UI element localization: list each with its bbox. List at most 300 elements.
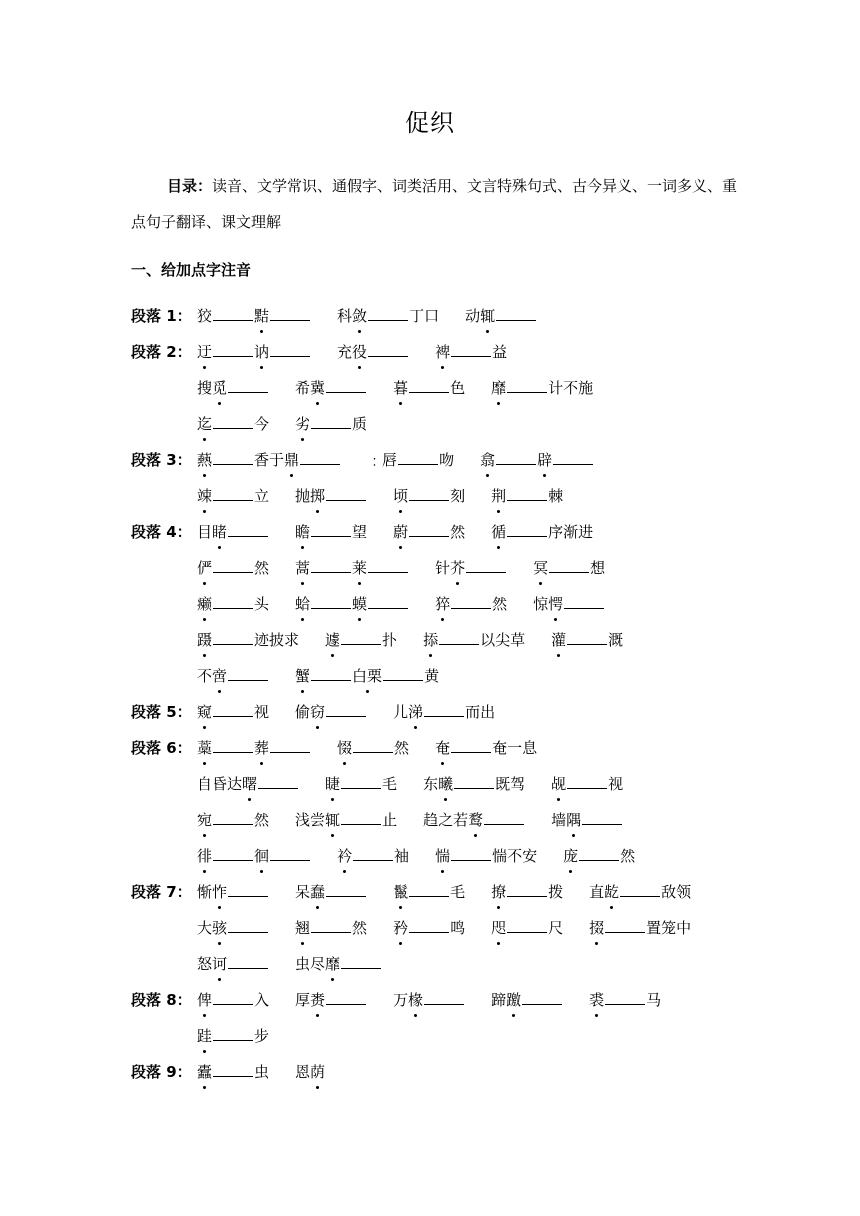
paragraph-label: 段落 9： bbox=[131, 1063, 192, 1081]
word-text: 毛 bbox=[450, 883, 466, 901]
vocab-item bbox=[491, 988, 563, 1012]
dotted-character: 觅 bbox=[212, 376, 227, 400]
vocab-item bbox=[551, 808, 623, 832]
word-text: 今 bbox=[254, 415, 270, 433]
dotted-character: 蠹 bbox=[197, 1060, 212, 1084]
answer-blank[interactable] bbox=[549, 558, 589, 573]
answer-blank[interactable] bbox=[368, 594, 408, 609]
answer-blank[interactable] bbox=[424, 702, 464, 717]
word-text: 然 bbox=[352, 919, 368, 937]
answer-blank[interactable] bbox=[409, 882, 449, 897]
word-text: 厚 bbox=[295, 991, 311, 1009]
exercise-line bbox=[131, 376, 619, 400]
dotted-character: 怍 bbox=[212, 880, 227, 904]
answer-blank[interactable] bbox=[496, 450, 536, 465]
vocab-item bbox=[295, 376, 367, 400]
word-text: 入 bbox=[254, 991, 270, 1009]
dotted-character: 诃 bbox=[212, 952, 227, 976]
vocab-item bbox=[197, 844, 311, 868]
dotted-character: 荆 bbox=[491, 484, 506, 508]
vocab-item bbox=[435, 592, 507, 616]
word-text: 步 bbox=[254, 1027, 270, 1045]
vocab-item bbox=[197, 880, 269, 904]
word-text: 置笼中 bbox=[646, 919, 692, 937]
vocab-item bbox=[491, 880, 563, 904]
word-text: 丁口 bbox=[409, 307, 440, 325]
answer-blank[interactable] bbox=[466, 558, 506, 573]
exercise-line bbox=[131, 808, 649, 832]
toc-label: 目录： bbox=[167, 177, 213, 195]
vocab-item bbox=[589, 988, 661, 1012]
answer-blank[interactable] bbox=[270, 738, 310, 753]
word-text: 立 bbox=[254, 487, 270, 505]
vocab-item bbox=[295, 700, 367, 724]
dotted-character: 睹 bbox=[212, 520, 227, 544]
vocab-item bbox=[337, 340, 409, 364]
answer-blank[interactable] bbox=[228, 378, 268, 393]
word-text: 自昏达 bbox=[197, 775, 243, 793]
answer-blank[interactable] bbox=[326, 990, 366, 1005]
answer-blank[interactable] bbox=[213, 702, 253, 717]
answer-blank[interactable] bbox=[567, 630, 607, 645]
dotted-character: 靡 bbox=[491, 376, 506, 400]
answer-blank[interactable] bbox=[213, 846, 253, 861]
vocab-item bbox=[295, 988, 367, 1012]
answer-blank[interactable] bbox=[507, 378, 547, 393]
dotted-character: 啻 bbox=[212, 664, 227, 688]
answer-blank[interactable] bbox=[605, 918, 645, 933]
word-text: 虫尽 bbox=[295, 955, 326, 973]
vocab-item bbox=[563, 844, 635, 868]
dotted-character: 蔚 bbox=[393, 520, 408, 544]
answer-blank[interactable] bbox=[409, 378, 449, 393]
answer-blank[interactable] bbox=[507, 882, 547, 897]
answer-blank[interactable] bbox=[507, 918, 547, 933]
dotted-character: 躈 bbox=[506, 988, 521, 1012]
dotted-character: 涕 bbox=[408, 700, 423, 724]
paragraph-label: 段落 8： bbox=[131, 991, 192, 1009]
answer-blank[interactable] bbox=[258, 774, 298, 789]
exercise-line bbox=[131, 664, 465, 688]
vocab-item bbox=[337, 736, 409, 760]
vocab-item bbox=[197, 448, 341, 472]
dotted-character: 灌 bbox=[551, 628, 566, 652]
exercise-line bbox=[131, 592, 631, 616]
answer-blank[interactable] bbox=[311, 594, 351, 609]
vocab-item bbox=[393, 484, 465, 508]
word-text: 万 bbox=[393, 991, 409, 1009]
word-text: 视 bbox=[608, 775, 624, 793]
dotted-character: 瞻 bbox=[295, 520, 310, 544]
vocab-item bbox=[197, 700, 269, 724]
answer-blank[interactable] bbox=[579, 846, 619, 861]
answer-blank[interactable] bbox=[368, 306, 408, 321]
vocab-item bbox=[197, 988, 269, 1012]
answer-blank[interactable] bbox=[567, 774, 607, 789]
vocab-item bbox=[491, 484, 563, 508]
dotted-character: 白栗 bbox=[352, 664, 382, 688]
exercise-line bbox=[131, 736, 563, 760]
dotted-character: 敛 bbox=[352, 304, 367, 328]
word-text: 希 bbox=[295, 379, 311, 397]
paragraph-label: 段落 2： bbox=[131, 343, 192, 361]
vocab-item bbox=[197, 340, 311, 364]
vocab-item bbox=[435, 340, 507, 364]
page-title: 促织 bbox=[405, 109, 455, 137]
answer-blank[interactable] bbox=[213, 630, 253, 645]
word-text: 浅尝 bbox=[295, 811, 326, 829]
answer-blank[interactable] bbox=[507, 522, 547, 537]
dotted-character: 椽 bbox=[408, 988, 423, 1012]
answer-blank[interactable] bbox=[311, 666, 351, 681]
vocab-item bbox=[393, 880, 465, 904]
word-text: 尺 bbox=[548, 919, 564, 937]
word-text: 马 bbox=[646, 991, 662, 1009]
dotted-character: 曙 bbox=[242, 772, 257, 796]
answer-blank[interactable] bbox=[383, 666, 423, 681]
answer-blank[interactable] bbox=[553, 450, 593, 465]
vocab-item bbox=[393, 700, 495, 724]
dotted-character: 鹜 bbox=[468, 808, 483, 832]
exercise-line bbox=[131, 700, 521, 724]
dotted-character: 掇 bbox=[589, 916, 604, 940]
word-text: 目 bbox=[197, 523, 213, 541]
exercise-line bbox=[131, 952, 408, 976]
dotted-character: 骇 bbox=[212, 916, 227, 940]
answer-blank[interactable] bbox=[451, 594, 491, 609]
answer-blank[interactable] bbox=[213, 306, 253, 321]
vocab-item bbox=[533, 556, 605, 580]
vocab-item bbox=[325, 772, 397, 796]
word-text: 望 bbox=[352, 523, 368, 541]
vocab-item bbox=[197, 952, 269, 976]
answer-blank[interactable] bbox=[213, 738, 253, 753]
answer-blank[interactable] bbox=[484, 810, 524, 825]
word-text: 惊 bbox=[533, 595, 549, 613]
exercise-line bbox=[131, 880, 717, 904]
answer-blank[interactable] bbox=[409, 522, 449, 537]
dotted-character: 俨 bbox=[197, 556, 212, 580]
vocab-item bbox=[435, 556, 507, 580]
dotted-character: 咫 bbox=[491, 916, 506, 940]
dotted-character: 猝 bbox=[435, 592, 450, 616]
vocab-item bbox=[325, 628, 397, 652]
answer-blank[interactable] bbox=[353, 738, 393, 753]
dotted-character: 葬 bbox=[254, 736, 269, 760]
answer-blank[interactable] bbox=[451, 342, 491, 357]
answer-blank[interactable] bbox=[451, 846, 491, 861]
answer-blank[interactable] bbox=[582, 810, 622, 825]
exercise-line bbox=[131, 844, 661, 868]
vocab-item bbox=[551, 772, 623, 796]
dotted-character: 爇 bbox=[197, 448, 212, 472]
dotted-character: 役 bbox=[352, 340, 367, 364]
word-text: 扑 bbox=[382, 631, 398, 649]
paragraph-label: 段落 4： bbox=[131, 523, 192, 541]
dotted-character: 鬣 bbox=[393, 880, 408, 904]
answer-blank[interactable] bbox=[424, 990, 464, 1005]
exercise-line bbox=[131, 988, 687, 1012]
answer-blank[interactable] bbox=[353, 846, 393, 861]
word-text: 狡 bbox=[197, 307, 213, 325]
vocab-item bbox=[393, 988, 465, 1012]
answer-blank[interactable] bbox=[311, 918, 351, 933]
vocab-item bbox=[491, 520, 593, 544]
vocab-item bbox=[533, 592, 605, 616]
vocab-item bbox=[197, 664, 269, 688]
word-text: 科 bbox=[337, 307, 353, 325]
vocab-item bbox=[423, 772, 525, 796]
word-text: 大 bbox=[197, 919, 213, 937]
answer-blank[interactable] bbox=[454, 774, 494, 789]
dotted-character: 蠢 bbox=[310, 880, 325, 904]
vocab-item bbox=[393, 916, 465, 940]
vocab-item bbox=[295, 664, 439, 688]
dotted-character: 掷 bbox=[310, 484, 325, 508]
dotted-character: 癞 bbox=[197, 592, 212, 616]
vocab-item bbox=[197, 808, 269, 832]
vocab-item bbox=[295, 916, 367, 940]
answer-blank[interactable] bbox=[311, 414, 351, 429]
dotted-character: 龁 bbox=[604, 880, 619, 904]
word-text: 棘 bbox=[548, 487, 564, 505]
vocab-item bbox=[295, 592, 409, 616]
dotted-character: 藁 bbox=[197, 736, 212, 760]
vocab-item bbox=[197, 376, 269, 400]
answer-blank[interactable] bbox=[522, 990, 562, 1005]
dotted-character: 曦 bbox=[438, 772, 453, 796]
dotted-character: 矜 bbox=[393, 916, 408, 940]
dotted-character: 暮 bbox=[393, 376, 408, 400]
answer-blank[interactable] bbox=[213, 558, 253, 573]
vocab-item bbox=[423, 808, 525, 832]
section-heading: 一、给加点字注音 bbox=[131, 261, 252, 279]
dotted-character: 讷 bbox=[254, 340, 269, 364]
answer-blank[interactable] bbox=[270, 306, 310, 321]
word-text: 蹄 bbox=[491, 991, 507, 1009]
word-text: 偷 bbox=[295, 703, 311, 721]
dotted-character: 撩 bbox=[491, 880, 506, 904]
word-text: 想 bbox=[590, 559, 606, 577]
vocab-item bbox=[295, 484, 367, 508]
word-text: 儿 bbox=[393, 703, 409, 721]
word-text: 质 bbox=[352, 415, 368, 433]
answer-blank[interactable] bbox=[439, 630, 479, 645]
word-text: 搜 bbox=[197, 379, 213, 397]
answer-blank[interactable] bbox=[213, 990, 253, 1005]
word-text: 针 bbox=[435, 559, 451, 577]
toc-text: 读音、文学常识、通假字、词类活用、文言特殊句式、古今异义、一词多义、重点句子翻译、课文理解 bbox=[131, 177, 738, 231]
dotted-character: 芥 bbox=[450, 556, 465, 580]
word-text: 然 bbox=[492, 595, 508, 613]
dotted-character: 掭 bbox=[423, 628, 438, 652]
dotted-character: 蒿 bbox=[295, 556, 310, 580]
answer-blank[interactable] bbox=[311, 522, 351, 537]
word-text: 东 bbox=[423, 775, 439, 793]
word-text: 恩 bbox=[295, 1063, 311, 1081]
exercise-line bbox=[131, 304, 563, 328]
answer-blank[interactable] bbox=[311, 558, 351, 573]
vocab-item bbox=[491, 376, 593, 400]
word-text: 敌领 bbox=[661, 883, 692, 901]
dotted-character: 徊 bbox=[254, 844, 269, 868]
word-text: 然 bbox=[254, 811, 270, 829]
paragraph-label: 段落 5： bbox=[131, 703, 192, 721]
dotted-character: 徘 bbox=[197, 844, 212, 868]
vocab-item bbox=[589, 916, 691, 940]
dotted-character: 冥 bbox=[533, 556, 548, 580]
answer-blank[interactable] bbox=[228, 522, 268, 537]
vocab-item bbox=[393, 376, 465, 400]
paragraph-label: 段落 6： bbox=[131, 739, 192, 757]
dotted-character: 觇 bbox=[551, 772, 566, 796]
word-text: 充 bbox=[337, 343, 353, 361]
answer-blank[interactable] bbox=[620, 882, 660, 897]
vocab-item bbox=[295, 412, 367, 436]
word-text: 而出 bbox=[465, 703, 496, 721]
word-text: 迹披求 bbox=[254, 631, 300, 649]
vocab-item bbox=[589, 880, 691, 904]
word-text: 然 bbox=[450, 523, 466, 541]
vocab-item bbox=[295, 952, 382, 976]
answer-blank[interactable] bbox=[341, 630, 381, 645]
word-text: 呆 bbox=[295, 883, 311, 901]
dotted-character: 翘 bbox=[295, 916, 310, 940]
answer-blank[interactable] bbox=[326, 702, 366, 717]
vocab-item bbox=[197, 304, 311, 328]
answer-blank[interactable] bbox=[368, 342, 408, 357]
answer-blank[interactable] bbox=[270, 846, 310, 861]
dotted-character: 跬 bbox=[197, 1024, 212, 1048]
answer-blank[interactable] bbox=[213, 414, 253, 429]
answer-blank[interactable] bbox=[368, 558, 408, 573]
exercise-line bbox=[131, 556, 631, 580]
word-text: 鸣 bbox=[450, 919, 466, 937]
word-text: 头 bbox=[254, 595, 270, 613]
answer-blank[interactable] bbox=[300, 450, 340, 465]
answer-blank[interactable] bbox=[228, 954, 268, 969]
answer-blank[interactable] bbox=[341, 810, 381, 825]
word-text: 抛 bbox=[295, 487, 311, 505]
word-text: 墙 bbox=[551, 811, 567, 829]
dotted-character: 惙 bbox=[337, 736, 352, 760]
dotted-character: 庞 bbox=[563, 844, 578, 868]
dotted-character: 惴 bbox=[435, 844, 450, 868]
answer-blank[interactable] bbox=[341, 954, 381, 969]
word-text: 序渐进 bbox=[548, 523, 594, 541]
vocab-item bbox=[197, 592, 269, 616]
vocab-item bbox=[197, 628, 299, 652]
dotted-character: 竦 bbox=[197, 484, 212, 508]
dotted-character: 裘 bbox=[589, 988, 604, 1012]
dotted-character: 辄 bbox=[480, 304, 495, 328]
answer-blank[interactable] bbox=[451, 738, 491, 753]
vocab-item bbox=[435, 736, 537, 760]
exercise-line bbox=[131, 340, 533, 364]
answer-blank[interactable] bbox=[213, 594, 253, 609]
answer-blank[interactable] bbox=[213, 810, 253, 825]
answer-blank[interactable] bbox=[409, 486, 449, 501]
answer-blank[interactable] bbox=[326, 882, 366, 897]
dotted-character: 衿 bbox=[337, 844, 352, 868]
word-text: 怒 bbox=[197, 955, 213, 973]
vocab-item bbox=[295, 1060, 325, 1084]
answer-blank[interactable] bbox=[213, 450, 253, 465]
vocab-item bbox=[197, 1024, 269, 1048]
word-text: 然 bbox=[394, 739, 410, 757]
dotted-character: 迄 bbox=[197, 412, 212, 436]
vocab-item bbox=[197, 520, 269, 544]
exercise-line bbox=[131, 1024, 295, 1048]
answer-blank[interactable] bbox=[398, 450, 438, 465]
paragraph-label: 段落 3： bbox=[131, 451, 192, 469]
answer-blank[interactable] bbox=[270, 342, 310, 357]
paragraph-label: 段落 1： bbox=[131, 307, 192, 325]
dotted-character: 遽 bbox=[325, 628, 340, 652]
word-text: 溉 bbox=[608, 631, 624, 649]
word-text: 毛 bbox=[382, 775, 398, 793]
word-text: 止 bbox=[382, 811, 398, 829]
answer-blank[interactable] bbox=[564, 594, 604, 609]
answer-blank[interactable] bbox=[507, 486, 547, 501]
word-text: 刻 bbox=[450, 487, 466, 505]
dotted-character: 俾 bbox=[197, 988, 212, 1012]
dotted-character: 宛 bbox=[197, 808, 212, 832]
answer-blank[interactable] bbox=[213, 1026, 253, 1041]
word-text: 然 bbox=[254, 559, 270, 577]
dotted-character: 窃 bbox=[310, 700, 325, 724]
dotted-character: 冀 bbox=[310, 376, 325, 400]
answer-blank[interactable] bbox=[213, 342, 253, 357]
dotted-character: 蟹 bbox=[295, 664, 310, 688]
vocab-item bbox=[295, 808, 397, 832]
answer-blank[interactable] bbox=[213, 1062, 253, 1077]
paragraph-label: 段落 7： bbox=[131, 883, 192, 901]
vocab-item bbox=[295, 556, 409, 580]
word-text: 不 bbox=[197, 667, 213, 685]
answer-blank[interactable] bbox=[326, 378, 366, 393]
word-text: 奄一息 bbox=[492, 739, 538, 757]
answer-blank[interactable] bbox=[409, 918, 449, 933]
dotted-character: 蟆 bbox=[352, 592, 367, 616]
word-text: 直 bbox=[589, 883, 605, 901]
word-text: 惭 bbox=[197, 883, 213, 901]
word-text: 袖 bbox=[394, 847, 410, 865]
dotted-character: 愕 bbox=[548, 592, 563, 616]
dotted-character: 隅 bbox=[566, 808, 581, 832]
dotted-character: 迂 bbox=[197, 340, 212, 364]
answer-blank[interactable] bbox=[496, 306, 536, 321]
exercise-line bbox=[131, 520, 619, 544]
vocab-item bbox=[551, 628, 623, 652]
word-text: 趋之若 bbox=[423, 811, 469, 829]
vocab-item bbox=[337, 304, 439, 328]
dotted-character: 睫 bbox=[325, 772, 340, 796]
dotted-character: 蹑 bbox=[197, 628, 212, 652]
vocab-item bbox=[197, 556, 269, 580]
answer-blank[interactable] bbox=[326, 486, 366, 501]
answer-blank[interactable] bbox=[341, 774, 381, 789]
answer-blank[interactable] bbox=[213, 486, 253, 501]
answer-blank[interactable] bbox=[605, 990, 645, 1005]
dotted-character: 劣 bbox=[295, 412, 310, 436]
answer-blank[interactable] bbox=[228, 918, 268, 933]
dotted-character: 顷 bbox=[393, 484, 408, 508]
answer-blank[interactable] bbox=[228, 882, 268, 897]
answer-blank[interactable] bbox=[228, 666, 268, 681]
word-text: 拨 bbox=[548, 883, 564, 901]
vocab-item bbox=[197, 484, 269, 508]
